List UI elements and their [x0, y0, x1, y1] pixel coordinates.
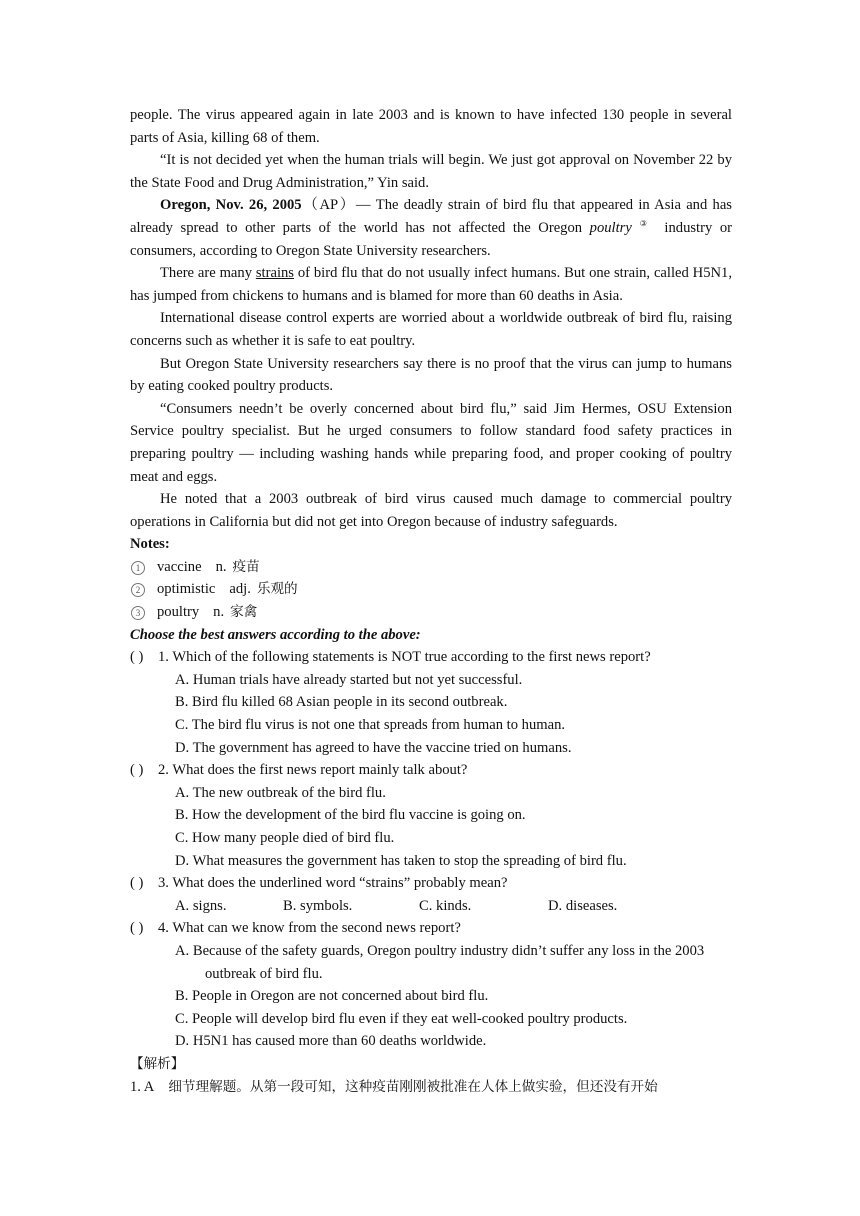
footnote-marker-3: ③ [635, 218, 651, 228]
analysis-line [130, 1076, 732, 1099]
option: C. The bird flu virus is not one that spreads from human to human. [175, 717, 566, 734]
note-number: 1 [131, 561, 145, 575]
note-item: 3 poultry n. 家禽 [130, 601, 732, 624]
option-row [130, 895, 732, 918]
option: B. Bird flu killed 68 Asian people in its second outbreak. [175, 694, 508, 711]
option: D. diseases. [548, 897, 618, 914]
glossed-word-poultry: poultry [589, 219, 632, 236]
answer-blank: ( ) [130, 920, 144, 937]
paragraph-yin-quote: “It is not decided yet when the human trials will begin. We just got approval on November 22 by the State Food and Drug Administration,” Yin said. [130, 152, 732, 191]
option: D. H5N1 has caused more than 60 deaths worldwide. [175, 1033, 487, 1050]
paragraph-experts: International disease control experts are worried about a worldwide outbreak of bird flu, raising concerns such as whether it is safe to eat poultry. [130, 310, 732, 349]
option: C. How many people died of bird flu. [175, 830, 395, 846]
note-number: 3 [131, 606, 145, 620]
questions-heading: Choose the best answers according to the above: [130, 626, 421, 643]
dateline: Oregon, Nov. 26, 2005 [160, 197, 302, 214]
option: D. What measures the government has taken to stop the spreading of bird flu. [175, 852, 627, 869]
option: B. People in Oregon are not concerned about bird flu. [175, 988, 489, 1005]
option: A. signs. [175, 897, 227, 914]
option: A. Because of the safety guards, Oregon poultry industry didn’t suffer any loss in the 2003 outbreak of bird flu. [175, 942, 705, 982]
option: C. People will develop bird flu even if they eat well-cooked poultry products. [175, 1010, 628, 1027]
answer-blank: ( ) [130, 649, 144, 666]
paragraph-virus-history: people. The virus appeared again in late 2003 and is known to have infected 130 people in several parts of Asia, killing 68 of them. [130, 107, 732, 146]
question-4 [130, 917, 732, 940]
answer-blank: ( ) [130, 762, 144, 779]
paragraph-hermes-quote: “Consumers needn’t be overly concerned about bird flu,” said Jim Hermes, OSU Extension Service poultry specialist. But he urged consumers to follow standard food safety practices in preparing poultry — including washing hands while preparing food, and proper cooking of poultry meat and eggs. [130, 400, 732, 485]
analysis-heading: 【解析】 [130, 1055, 185, 1072]
option: B. How the development of the bird flu vaccine is going on. [175, 807, 526, 824]
question-2 [130, 759, 732, 782]
question-1 [130, 646, 732, 669]
paragraph-researchers: But Oregon State University researchers say there is no proof that the virus can jump to humans by eating cooked poultry products. [130, 355, 732, 395]
option: C. kinds. [419, 897, 472, 914]
answer-blank: ( ) [130, 875, 144, 892]
question-stem: 3. What does the underlined word “strains” probably mean? [158, 875, 508, 892]
note-number: 2 [131, 583, 145, 597]
analysis-answer: 1. A [130, 1078, 155, 1095]
underlined-word-strains: strains [255, 265, 294, 282]
analysis-text: 细节理解题。从第一段可知，这种疫苗刚刚被批准在人体上做实验，但还没有开始 [168, 1078, 658, 1095]
note-item: 1 vaccine n. 疫苗 [130, 556, 732, 579]
question-stem: 1. Which of the following statements is NOT true according to the first news report? [158, 649, 651, 666]
news-source: （AP）— [301, 197, 371, 214]
option: A. Human trials have already started but not yet successful. [175, 671, 523, 688]
notes-heading: Notes: [130, 536, 170, 553]
option: D. The government has agreed to have the vaccine tried on humans. [175, 739, 572, 756]
paragraph-oregon-dateline: Oregon, Nov. 26, 2005（AP）— The deadly strain of bird flu that appeared in Asia and has already spread to other parts of the world has not affected the Oregon poultry ③ industry or consumers, according to Oregon State University researchers. [130, 197, 733, 259]
question-stem: 2. What does the first news report mainly talk about? [158, 762, 468, 779]
option: B. symbols. [283, 897, 353, 914]
question-stem: 4. What can we know from the second news report? [158, 920, 461, 937]
paragraph-california-outbreak: He noted that a 2003 outbreak of bird virus caused much damage to commercial poultry operations in California but did not get into Oregon because of industry safeguards. [130, 491, 732, 530]
option: A. The new outbreak of the bird flu. [175, 784, 386, 801]
question-3 [130, 872, 732, 895]
document-page [130, 104, 732, 1098]
paragraph-strains: There are many strains of bird flu that do not usually infect humans. But one strain, called H5N1, has jumped from chickens to humans and is blamed for more than 60 deaths in Asia. [130, 265, 732, 304]
note-item: 2 optimistic adj. 乐观的 [130, 578, 732, 601]
